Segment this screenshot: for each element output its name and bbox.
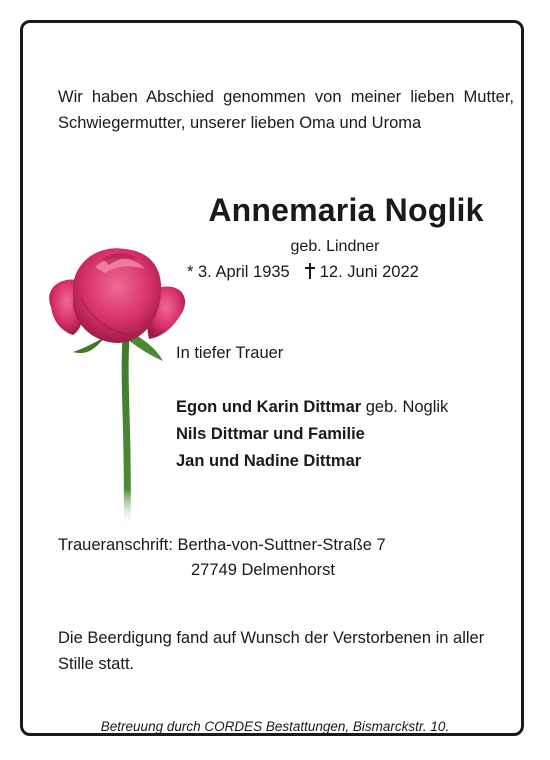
mourning-address	[58, 533, 386, 583]
address-label: Traueranschrift:	[58, 536, 173, 554]
rose-image	[33, 237, 193, 547]
mourners-list	[176, 394, 448, 475]
obituary-card	[20, 20, 524, 736]
footer-note: Betreuung durch CORDES Bestattungen, Bismarckstr. 10.	[100, 719, 450, 734]
intro-text: Wir haben Abschied genommen von meiner lieben Mutter, Schwiegermutter, unserer lieben Oma und Uroma	[58, 88, 514, 132]
life-dates	[187, 263, 487, 282]
grief-line: In tiefer Trauer	[176, 344, 284, 362]
deceased-name: Annemaria Noglik	[208, 192, 484, 228]
mourner-line: Jan und Nadine Dittmar	[176, 452, 362, 470]
birth-date: * 3. April 1935	[187, 263, 290, 281]
funeral-note: Die Beerdigung fand auf Wunsch der Verstorbenen in aller Stille statt.	[58, 629, 485, 673]
maiden-name: geb. Lindner	[290, 238, 380, 255]
address-city: 27749 Delmenhorst	[191, 561, 336, 579]
death-date: 12. Juni 2022	[319, 263, 419, 281]
mourner-line: Nils Dittmar und Familie	[176, 425, 365, 443]
address-street: Bertha-von-Suttner-Straße 7	[177, 536, 386, 554]
mourner-line: Egon und Karin Dittmar geb. Noglik	[176, 398, 449, 416]
cross-icon	[304, 263, 316, 279]
